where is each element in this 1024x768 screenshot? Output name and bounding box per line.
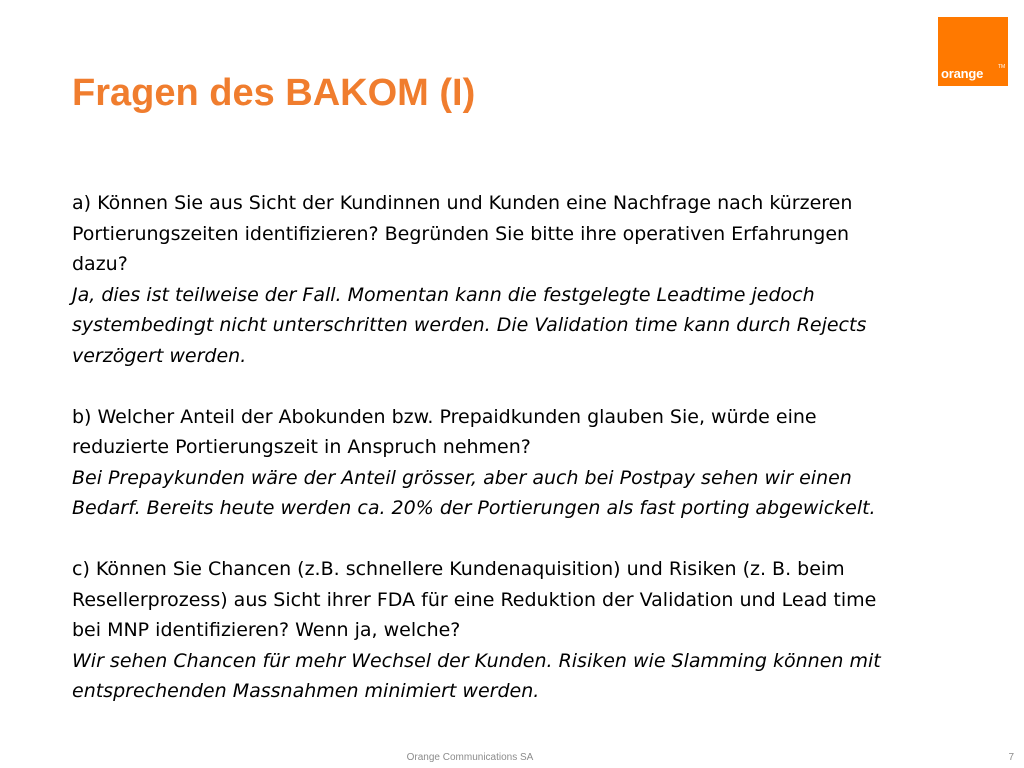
answer-line: Bei Prepaykunden wäre der Anteil grösser, aber auch bei Postpay sehen wir einen — [72, 466, 852, 489]
answer-line: Bedarf. Bereits heute werden ca. 20% der Portierungen als fast porting abgewickelt. — [72, 497, 876, 519]
question-block-b — [72, 402, 962, 524]
orange-logo — [938, 17, 1008, 86]
question-block-c — [72, 554, 962, 707]
answer-line: entsprechenden Massnahmen minimiert werden. — [72, 680, 540, 702]
slide-title: Fragen des BAKOM (I) — [72, 72, 476, 114]
question-line: dazu? — [72, 253, 128, 275]
paragraph-gap — [72, 371, 962, 402]
logo-trademark: TM — [998, 64, 1006, 70]
question-line: Resellerprozess) aus Sicht ihrer FDA für eine Reduktion der Validation und Lead time — [72, 588, 877, 611]
logo-text: orange — [941, 66, 984, 81]
question-line: bei MNP identifizieren? Wenn ja, welche? — [72, 619, 461, 641]
question-block-a — [72, 188, 962, 371]
answer-line: systembedingt nicht unterschritten werden. Die Validation time kann durch Rejects — [72, 314, 867, 336]
slide-body — [72, 188, 962, 707]
question-line: a) Können Sie aus Sicht der Kundinnen und Kunden eine Nachfrage nach kürzeren — [72, 192, 853, 214]
question-line: c) Können Sie Chancen (z.B. schnellere Kundenaquisition) und Risiken (z. B. beim — [72, 558, 845, 580]
answer-line: Wir sehen Chancen für mehr Wechsel der Kunden. Risiken wie Slamming können mit — [72, 649, 881, 672]
question-line: b) Welcher Anteil der Abokunden bzw. Prepaidkunden glauben Sie, würde eine — [72, 405, 817, 428]
answer-line: Ja, dies ist teilweise der Fall. Momentan kann die festgelegte Leadtime jedoch — [72, 283, 815, 306]
footer-company: Orange Communications SA — [406, 752, 534, 763]
question-line: reduzierte Portierungszeit in Anspruch nehmen? — [72, 436, 531, 458]
paragraph-gap — [72, 524, 962, 555]
question-line: Portierungszeiten identifizieren? Begründen Sie bitte ihre operativen Erfahrungen — [72, 222, 850, 245]
page-number: 7 — [1008, 752, 1014, 763]
answer-line: verzögert werden. — [72, 344, 247, 367]
